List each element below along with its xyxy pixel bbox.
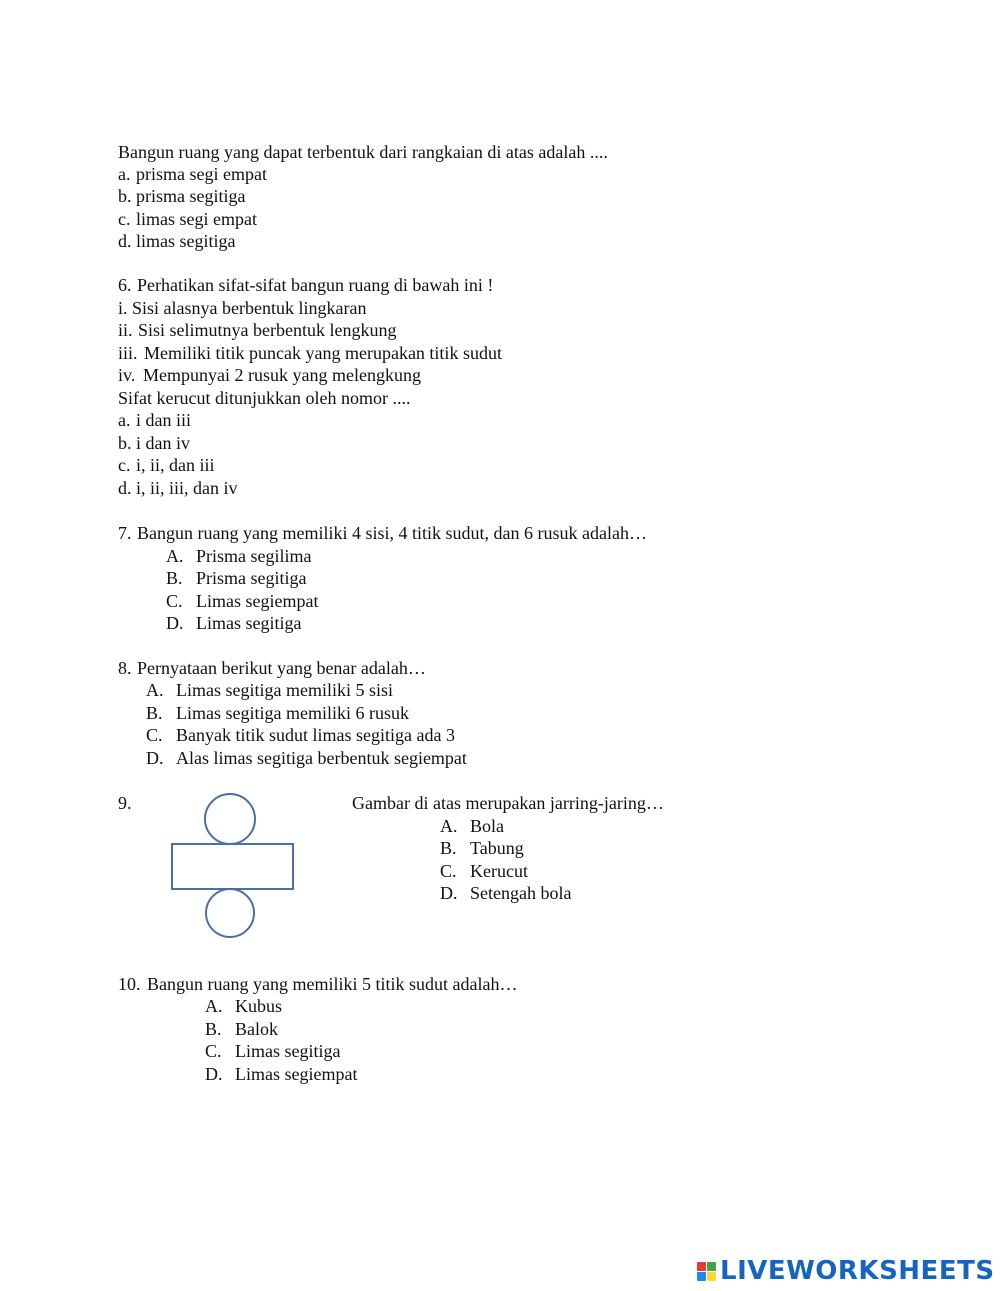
q6-statement-ii: ii. Sisi selimutnya berbentuk lengkung	[118, 320, 397, 340]
logo-block-red	[697, 1262, 706, 1271]
q7-stem: 7. Bangun ruang yang memiliki 4 sisi, 4 titik sudut, dan 6 rusuk adalah…	[118, 523, 647, 543]
q6-prompt: Sifat kerucut ditunjukkan oleh nomor ....	[118, 388, 411, 408]
q7-option-b[interactable]: B. Prisma segitiga	[166, 568, 307, 588]
q7-option-d[interactable]: D. Limas segitiga	[166, 613, 302, 633]
q5-option-d[interactable]: d. limas segitiga	[118, 231, 236, 251]
q10-option-a[interactable]: A. Kubus	[205, 996, 283, 1016]
q6-option-c[interactable]: c. i, ii, dan iii	[118, 455, 215, 475]
q9-option-a[interactable]: A. Bola	[440, 816, 504, 836]
net-bottom-circle	[206, 889, 254, 937]
cylinder-net-figure	[168, 790, 298, 942]
q8-option-d[interactable]: D. Alas limas segitiga berbentuk segiempat	[146, 748, 467, 768]
q9-number: 9.	[118, 793, 132, 813]
q10-option-c[interactable]: C. Limas segitiga	[205, 1041, 341, 1061]
net-top-circle	[205, 794, 255, 844]
q5-option-a[interactable]: a. prisma segi empat	[118, 164, 267, 184]
q9-option-b[interactable]: B. Tabung	[440, 838, 524, 858]
q10-option-d[interactable]: D. Limas segiempat	[205, 1064, 358, 1084]
logo-block-yellow	[707, 1272, 716, 1281]
q5-option-b[interactable]: b. prisma segitiga	[118, 186, 246, 206]
liveworksheets-logo[interactable]	[697, 1257, 995, 1285]
q6-statement-iv: iv. Mempunyai 2 rusuk yang melengkung	[118, 365, 421, 385]
q8-option-a[interactable]: A. Limas segitiga memiliki 5 sisi	[146, 680, 393, 700]
q8-option-c[interactable]: C. Banyak titik sudut limas segitiga ada 3	[146, 725, 455, 745]
logo-block-green	[707, 1262, 716, 1271]
q7-option-c[interactable]: C. Limas segiempat	[166, 591, 319, 611]
q10-option-b[interactable]: B. Balok	[205, 1019, 278, 1039]
q6-stem: 6. Perhatikan sifat-sifat bangun ruang di bawah ini !	[118, 275, 494, 295]
q6-statement-iii: iii. Memiliki titik puncak yang merupakan titik sudut	[118, 343, 502, 363]
q6-option-d[interactable]: d. i, ii, iii, dan iv	[118, 478, 238, 498]
logo-block-blue	[697, 1272, 706, 1281]
q9-option-d[interactable]: D. Setengah bola	[440, 883, 572, 903]
q8-stem: 8. Pernyataan berikut yang benar adalah…	[118, 658, 426, 678]
q8-option-b[interactable]: B. Limas segitiga memiliki 6 rusuk	[146, 703, 409, 723]
q10-stem: 10. Bangun ruang yang memiliki 5 titik sudut adalah…	[118, 974, 518, 994]
q9-stem: Gambar di atas merupakan jarring-jaring…	[352, 793, 664, 813]
q5-option-c[interactable]: c. limas segi empat	[118, 209, 257, 229]
q7-option-a[interactable]: A. Prisma segilima	[166, 546, 312, 566]
q6-option-a[interactable]: a. i dan iii	[118, 410, 191, 430]
logo-text: LIVEWORKSHEETS	[720, 1256, 995, 1286]
q9-option-c[interactable]: C. Kerucut	[440, 861, 528, 881]
logo-blocks-icon	[697, 1262, 716, 1281]
net-rectangle	[172, 844, 293, 889]
q6-option-b[interactable]: b. i dan iv	[118, 433, 190, 453]
q5-stem: Bangun ruang yang dapat terbentuk dari rangkaian di atas adalah ....	[118, 142, 608, 162]
q6-statement-i: i. Sisi alasnya berbentuk lingkaran	[118, 298, 367, 318]
